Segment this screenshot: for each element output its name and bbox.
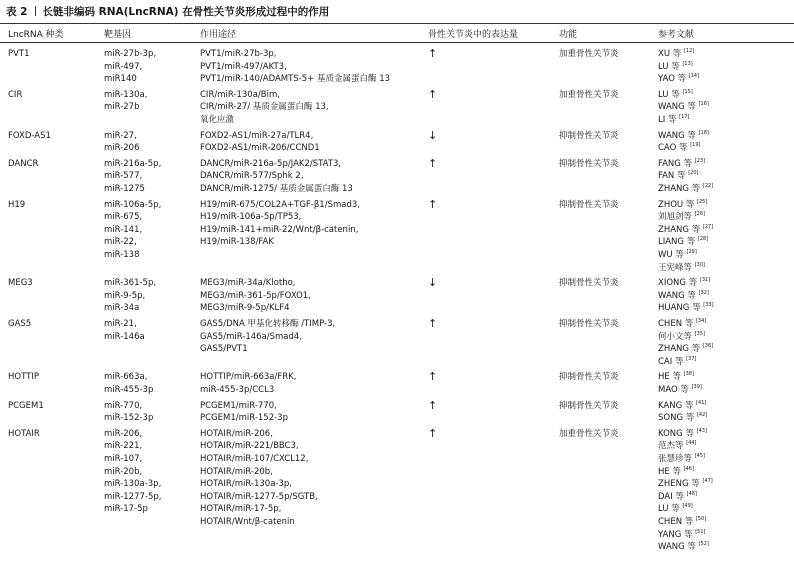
function: 抑制骨性关节炎 — [559, 372, 619, 383]
reference — [658, 453, 713, 466]
pathway-line: HOTAIR/miR-1277-5p/SGTB, — [200, 491, 318, 502]
reference-author: SONG 等 — [658, 413, 695, 424]
up-arrow-icon: ↑ — [428, 426, 438, 440]
reference-author: MAO 等 — [658, 384, 689, 395]
target-gene: miR-130a-3p, — [104, 479, 162, 490]
target-genes — [104, 89, 147, 114]
reference-number: [44] — [686, 440, 697, 447]
target-gene: miR-675, — [104, 212, 143, 223]
pathway-line: HOTAIR/Wnt/β-catenin — [200, 516, 295, 527]
reference-number: [19] — [690, 142, 701, 149]
reference — [658, 130, 709, 143]
pathways — [200, 277, 311, 315]
target-genes — [104, 318, 145, 343]
target-gene: miR-206 — [104, 143, 140, 154]
pathway-line: GAS5/PVT1 — [200, 344, 248, 355]
reference-number: [18] — [698, 129, 709, 136]
target-gene: miR-27b — [104, 102, 140, 113]
pathway-line: GAS5/DNA 甲基化转移酶 /TIMP-3, — [200, 319, 336, 329]
reference-number: [33] — [703, 302, 714, 309]
pathway-line: FOXD2-AS1/miR-206/CCND1 — [200, 143, 320, 154]
pathways — [200, 130, 320, 155]
target-gene: miR-770, — [104, 400, 143, 411]
up-arrow-icon: ↑ — [428, 370, 438, 384]
target-gene: miR-27, — [104, 130, 137, 141]
reference-number: [36] — [702, 343, 714, 350]
reference-author: CHEN 等 — [658, 319, 694, 329]
pathway-line: HOTAIR/miR-221/BBC3, — [200, 441, 299, 452]
lncrna-name: PCGEM1 — [8, 400, 44, 411]
reference — [658, 183, 713, 196]
down-arrow-icon: ↓ — [428, 128, 438, 142]
lncrna-name: DANCR — [8, 158, 39, 169]
reference-number: [46] — [683, 465, 694, 472]
reference-number: [32] — [698, 289, 709, 296]
reference-author: KONG 等 — [658, 428, 694, 439]
reference-number: [35] — [694, 330, 705, 337]
reference-author: XIONG 等 — [658, 278, 698, 289]
reference — [658, 211, 713, 224]
pathway-line: HOTAIR/miR-206, — [200, 428, 273, 439]
reference — [658, 331, 713, 344]
pathway-line: FOXD2-AS1/miR-27a/TLR4, — [200, 130, 314, 141]
references — [658, 89, 709, 127]
reference — [658, 412, 707, 425]
reference-author: LU 等 — [658, 504, 680, 515]
reference-author: WANG 等 — [658, 102, 696, 113]
references — [658, 318, 713, 368]
reference-number: [26] — [694, 211, 705, 218]
pathways — [200, 158, 353, 196]
reference-number: [17] — [679, 113, 690, 120]
lncrna-name: H19 — [8, 199, 26, 210]
references — [658, 199, 713, 275]
references — [658, 130, 709, 155]
target-gene: miR-152-3p — [104, 413, 154, 424]
reference-number: [43] — [696, 427, 707, 434]
lncrna-name: FOXD-AS1 — [8, 130, 51, 141]
reference-author: YAO 等 — [658, 74, 687, 85]
target-gene: miR-146a — [104, 331, 145, 342]
target-genes — [104, 277, 156, 315]
reference — [658, 466, 713, 479]
reference-author: CAO 等 — [658, 143, 688, 154]
top-rule — [0, 23, 794, 24]
down-arrow-icon: ↓ — [428, 276, 438, 290]
pathways — [200, 318, 335, 356]
reference — [658, 478, 713, 491]
pathway-line: PCGEM1/miR-152-3p — [200, 413, 288, 424]
reference-author: 范杰等 — [658, 441, 684, 452]
target-gene: miR-107, — [104, 453, 143, 464]
reference-author: ZHOU 等 — [658, 199, 695, 210]
reference-author: HE 等 — [658, 372, 681, 383]
reference — [658, 302, 714, 315]
reference-author: ZHENG 等 — [658, 479, 700, 490]
reference-number: [14] — [688, 73, 700, 80]
pathway-line: DANCR/miR-216a-5p/JAK2/STAT3, — [200, 158, 342, 169]
reference-number: [39] — [691, 383, 702, 390]
pathway-line: PVT1/miR-497/AKT3, — [200, 61, 287, 72]
reference — [658, 516, 713, 529]
table-title — [6, 4, 329, 19]
reference-number: [48] — [686, 490, 697, 497]
reference-author: FAN 等 — [658, 171, 686, 182]
reference-number: [12] — [683, 48, 695, 54]
references — [658, 48, 699, 86]
reference-number: [51] — [695, 528, 706, 535]
target-gene: miR-22, — [104, 237, 137, 248]
reference-number: [45] — [694, 452, 705, 459]
reference-number: [38] — [683, 371, 694, 378]
target-gene: miR-17-5p — [104, 504, 148, 515]
target-gene: miR-106a-5p, — [104, 199, 162, 210]
lncrna-name: PVT1 — [8, 49, 30, 59]
table-number: 表 2 — [6, 6, 28, 18]
reference — [658, 356, 713, 369]
reference-author: HUANG 等 — [658, 303, 701, 314]
reference-author: LU 等 — [658, 89, 680, 100]
reference-number: [29] — [686, 248, 697, 255]
reference-author: WU 等 — [658, 249, 684, 260]
function: 抑制骨性关节炎 — [559, 319, 619, 329]
reference — [658, 224, 713, 237]
reference-author: CAI 等 — [658, 356, 684, 367]
pathway-line: H19/miR-106a-5p/TP53, — [200, 212, 302, 223]
reference-number: [13] — [682, 60, 693, 67]
target-genes — [104, 199, 161, 262]
reference-author: YANG 等 — [658, 529, 693, 540]
reference-author: HE 等 — [658, 466, 681, 477]
target-gene: miR-577, — [104, 171, 143, 182]
pathway-line: H19/miR-141+miR-22/Wnt/β-catenin, — [200, 224, 359, 235]
pathway-line: 氧化应激 — [200, 114, 235, 125]
reference — [658, 384, 702, 397]
pathway-line: H19/miR-675/COL2A+TGF-β1/Smad3, — [200, 199, 360, 210]
reference-author: WANG 等 — [658, 290, 696, 301]
reference-number: [22] — [702, 182, 714, 189]
reference-author: 何小文等 — [658, 331, 693, 342]
reference — [658, 503, 713, 516]
reference — [658, 158, 713, 171]
pathway-line: GAS5/miR-146a/Smad4, — [200, 331, 303, 342]
reference-author: FANG 等 — [658, 158, 693, 169]
up-arrow-icon: ↑ — [428, 47, 438, 60]
reference-author: ZHANG 等 — [658, 224, 701, 235]
pathway-line: HOTTIP/miR-663a/FRK, — [200, 372, 297, 383]
function: 加重骨性关节炎 — [559, 89, 619, 100]
target-genes — [104, 400, 153, 425]
reference-author: LU 等 — [658, 61, 680, 72]
header-expression: 骨性关节炎中的表达量 — [428, 30, 519, 40]
target-gene: miR-221, — [104, 441, 143, 452]
pathway-line: MEG3/miR-9-5p/KLF4 — [200, 303, 290, 314]
pathway-line: PVT1/miR-140/ADAMTS-5+ 基质金属蛋白酶 13 — [200, 74, 391, 85]
reference-number: [50] — [695, 515, 707, 522]
references — [658, 371, 702, 396]
reference-number: [20] — [688, 170, 699, 177]
references — [658, 277, 714, 315]
pathway-line: MEG3/miR-34a/Klotho, — [200, 278, 296, 289]
function: 抑制骨性关节炎 — [559, 158, 619, 169]
reference-author: 刘旭剑等 — [658, 212, 693, 223]
target-gene: miR-497, — [104, 61, 143, 72]
target-gene: miR-663a, — [104, 372, 148, 383]
reference-number: [47] — [702, 478, 713, 485]
pathways — [200, 400, 288, 425]
reference — [658, 529, 713, 542]
pathway-line: MEG3/miR-361-5p/FOXO1, — [200, 290, 311, 301]
target-gene: miR-138 — [104, 249, 140, 260]
pathway-line: DANCR/miR-1275/ 基质金属蛋白酶 13 — [200, 183, 353, 194]
reference — [658, 89, 709, 102]
target-gene: miR-9-5p, — [104, 290, 146, 301]
header-target: 靶基因 — [104, 30, 132, 40]
reference-number: [49] — [682, 503, 693, 510]
pathway-line: CIR/miR-27/ 基质金属蛋白酶 13, — [200, 102, 329, 113]
pathway-line: DANCR/miR-577/Sphk 2, — [200, 171, 304, 182]
reference-number: [28] — [697, 236, 709, 243]
header-function: 功能 — [559, 30, 578, 40]
references — [658, 428, 713, 554]
pathway-line: miR-455-3p/CCL3 — [200, 384, 275, 395]
target-gene: miR-27b-3p, — [104, 49, 157, 59]
reference-number: [41] — [696, 399, 707, 406]
reference-author: ZHANG 等 — [658, 183, 701, 194]
target-gene: miR-206, — [104, 428, 143, 439]
reference-author: KANG 等 — [658, 400, 694, 411]
up-arrow-icon: ↑ — [428, 197, 438, 211]
target-genes — [104, 428, 161, 516]
function: 加重骨性关节炎 — [559, 49, 619, 59]
reference — [658, 236, 713, 249]
reference — [658, 428, 713, 441]
reference — [658, 170, 713, 183]
pathway-line: CIR/miR-130a/Bim, — [200, 89, 280, 100]
reference — [658, 371, 702, 384]
reference-author: LIANG 等 — [658, 237, 696, 248]
reference-author: XU 等 — [658, 49, 682, 59]
pathways — [200, 371, 296, 396]
target-genes — [104, 48, 156, 86]
target-gene: miR-216a-5p, — [104, 158, 162, 169]
reference — [658, 101, 709, 114]
lncrna-name: HOTTIP — [8, 372, 39, 383]
header-lncrna: LncRNA 种类 — [8, 30, 64, 40]
target-genes — [104, 158, 161, 196]
header-references: 参考文献 — [658, 30, 695, 40]
function: 抑制骨性关节炎 — [559, 199, 619, 210]
references — [658, 400, 707, 425]
reference — [658, 61, 699, 74]
pathways — [200, 199, 360, 249]
reference — [658, 541, 713, 554]
lncrna-name: HOTAIR — [8, 428, 40, 439]
pathways — [200, 48, 390, 86]
reference-number: [37] — [686, 355, 697, 362]
reference — [658, 277, 714, 290]
title-separator — [35, 6, 36, 16]
function: 抑制骨性关节炎 — [559, 400, 619, 411]
reference-author: CHEN 等 — [658, 516, 694, 527]
reference-number: [30] — [694, 261, 705, 268]
up-arrow-icon: ↑ — [428, 317, 438, 330]
reference-number: [23] — [694, 157, 706, 164]
up-arrow-icon: ↑ — [428, 398, 438, 412]
pathways — [200, 428, 318, 529]
lncrna-name: MEG3 — [8, 278, 33, 289]
pathway-line: PVT1/miR-27b-3p, — [200, 49, 277, 59]
target-gene: miR-34a — [104, 303, 140, 314]
reference-number: [34] — [695, 318, 707, 324]
target-gene: miR-20b, — [104, 466, 143, 477]
target-gene: miR-130a, — [104, 89, 148, 100]
pathway-line: HOTAIR/miR-130a-3p, — [200, 479, 292, 490]
pathway-line: HOTAIR/miR-17-5p, — [200, 504, 282, 515]
reference-number: [15] — [682, 88, 693, 95]
reference-author: LI 等 — [658, 114, 677, 125]
reference — [658, 249, 713, 262]
target-gene: miR-1275 — [104, 183, 145, 194]
reference-number: [31] — [699, 277, 711, 284]
function: 抑制骨性关节炎 — [559, 278, 619, 289]
reference-number: [16] — [698, 101, 709, 108]
reference-number: [42] — [696, 412, 708, 419]
pathway-line: HOTAIR/miR-107/CXCL12, — [200, 453, 309, 464]
reference — [658, 491, 713, 504]
pathway-line: PCGEM1/miR-770, — [200, 400, 277, 411]
header-rule — [0, 42, 794, 43]
pathway-line: H19/miR-138/FAK — [200, 237, 274, 248]
reference-author: DAI 等 — [658, 491, 684, 502]
reference — [658, 290, 714, 303]
target-gene: miR-141, — [104, 224, 143, 235]
reference — [658, 318, 713, 331]
references — [658, 158, 713, 196]
reference — [658, 400, 707, 413]
up-arrow-icon: ↑ — [428, 87, 438, 101]
reference — [658, 142, 709, 155]
reference-number: [52] — [698, 541, 709, 548]
reference-author: WANG 等 — [658, 542, 696, 553]
reference — [658, 48, 699, 61]
reference — [658, 73, 699, 86]
reference-author: 王宪峰等 — [658, 262, 693, 273]
reference-author: WANG 等 — [658, 130, 696, 141]
lncrna-name: CIR — [8, 89, 23, 100]
reference-author: ZHANG 等 — [658, 344, 701, 355]
target-genes — [104, 130, 140, 155]
table-caption: 长链非编码 RNA(LncRNA) 在骨性关节炎形成过程中的作用 — [42, 6, 330, 18]
header-pathway: 作用途径 — [200, 30, 237, 40]
reference — [658, 114, 709, 127]
up-arrow-icon: ↑ — [428, 156, 438, 170]
target-gene: miR-21, — [104, 319, 137, 329]
reference-number: [25] — [697, 198, 708, 205]
target-gene: miR-361-5p, — [104, 278, 157, 289]
reference — [658, 440, 713, 453]
function: 加重骨性关节炎 — [559, 428, 619, 439]
target-gene: miR140 — [104, 74, 137, 85]
reference — [658, 343, 713, 356]
function: 抑制骨性关节炎 — [559, 130, 619, 141]
lncrna-name: GAS5 — [8, 319, 32, 329]
reference — [658, 262, 713, 275]
pathway-line: HOTAIR/miR-20b, — [200, 466, 273, 477]
target-gene: miR-455-3p — [104, 384, 154, 395]
pathways — [200, 89, 329, 127]
reference-author: 张慧珍等 — [658, 453, 693, 464]
target-gene: miR-1277-5p, — [104, 491, 162, 502]
reference-number: [27] — [702, 223, 714, 230]
reference — [658, 199, 713, 212]
target-genes — [104, 371, 153, 396]
